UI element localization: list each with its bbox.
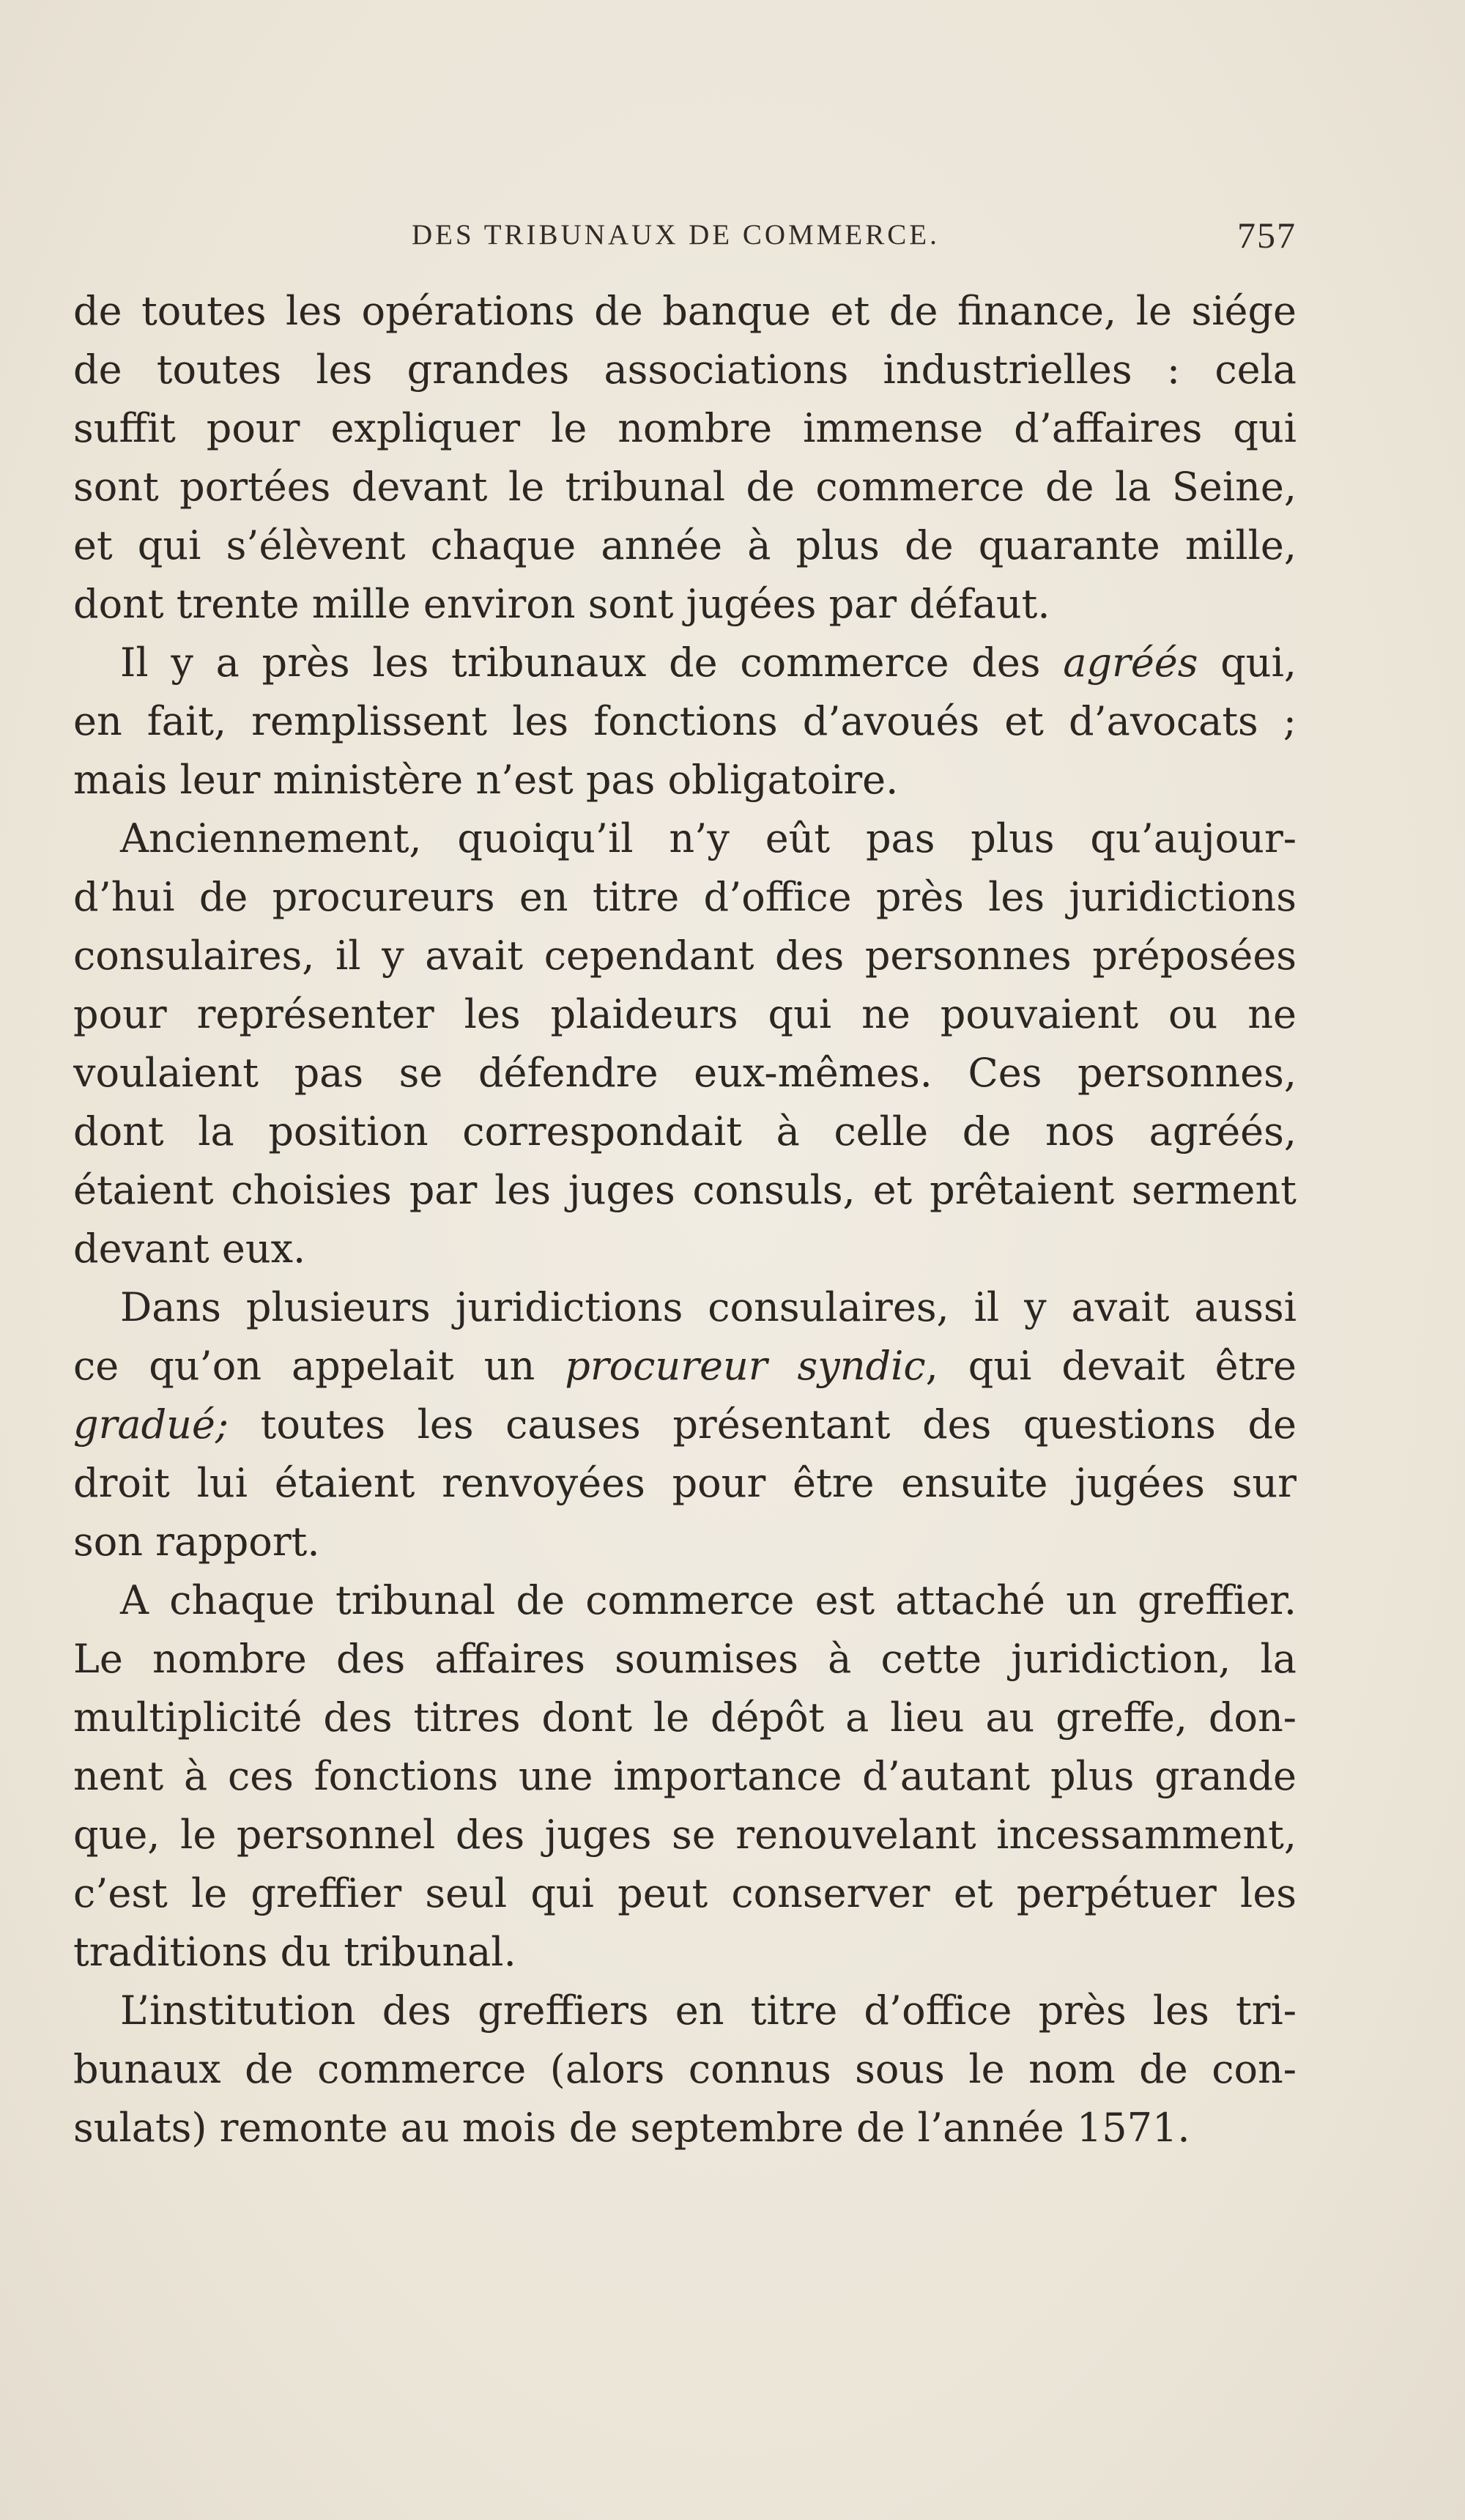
italic-term: procureur syndic — [565, 1343, 926, 1389]
text-line: en fait, remplissent les fonctions d’avoués et d’avocats ; — [73, 698, 1297, 744]
body-text — [73, 282, 1297, 2157]
text-line: Le nombre des affaires soumises à cette juridiction, la — [73, 1636, 1297, 1682]
text-line: dont trente mille environ sont jugées par défaut. — [73, 581, 1050, 627]
text-span: qui, — [1220, 640, 1297, 686]
text-line — [73, 1396, 1297, 1454]
text-line: droit lui étaient renvoyées pour être ensuite jugées sur — [73, 1460, 1297, 1506]
text-line — [73, 634, 1297, 692]
page-header — [73, 212, 1297, 264]
text-span: , qui devait être — [925, 1343, 1297, 1389]
text-span: ce qu’on appelait un — [73, 1343, 535, 1389]
text-line: bunaux de commerce (alors connus sous le nom de con- — [73, 2046, 1297, 2092]
text-line: étaient choisies par les juges consuls, et prêtaient serment — [73, 1167, 1297, 1213]
text-line: dont la position correspondait à celle de nos agréés, — [73, 1108, 1297, 1155]
text-line: A chaque tribunal de commerce est attaché un greffier. — [120, 1577, 1297, 1623]
text-line: nent à ces fonctions une importance d’autant plus grande — [73, 1753, 1297, 1799]
text-line: de toutes les opérations de banque et de finance, le siége — [73, 288, 1297, 334]
text-line: sont portées devant le tribunal de commerce de la Seine, — [73, 464, 1297, 510]
text-line: consulaires, il y avait cependant des personnes préposées — [73, 933, 1297, 979]
italic-term: gradué; — [73, 1401, 229, 1448]
text-line: que, le personnel des juges se renouvelant incessamment, — [73, 1812, 1297, 1858]
text-line: mais leur ministère n’est pas obligatoire. — [73, 757, 899, 803]
text-line: et qui s’élèvent chaque année à plus de quarante mille, — [73, 522, 1297, 568]
text-line: pour représenter les plaideurs qui ne pouvaient ou ne — [73, 991, 1297, 1037]
text-span: toutes les causes présentant des questions de — [260, 1401, 1297, 1448]
text-line: suffit pour expliquer le nombre immense d’affaires qui — [73, 405, 1297, 451]
text-line: sulats) remonte au mois de septembre de l’année 1571. — [73, 2105, 1190, 2151]
text-line — [73, 1337, 1297, 1396]
text-line: Anciennement, quoiqu’il n’y eût pas plus qu’aujour- — [120, 815, 1297, 861]
text-line: son rapport. — [73, 1519, 320, 1565]
page-number: 757 — [1237, 215, 1297, 256]
text-line: de toutes les grandes associations industrielles : cela — [73, 346, 1297, 393]
text-line: Dans plusieurs juridictions consulaires, il y avait aussi — [120, 1284, 1297, 1330]
text-line: traditions du tribunal. — [73, 1929, 516, 1975]
italic-term: agréés — [1063, 640, 1198, 686]
text-span: Il y a près les tribunaux de commerce des — [120, 640, 1041, 686]
running-head: DES TRIBUNAUX DE COMMERCE. — [412, 219, 940, 251]
text-line: voulaient pas se défendre eux-mêmes. Ces personnes, — [73, 1050, 1297, 1096]
text-line: L’institution des greffiers en titre d’office près les tri- — [120, 1987, 1297, 2034]
text-line: multiplicité des titres dont le dépôt a lieu au greffe, don- — [73, 1694, 1297, 1741]
text-line: devant eux. — [73, 1226, 306, 1272]
text-line: c’est le greffier seul qui peut conserver et perpétuer les — [73, 1870, 1297, 1916]
text-line: d’hui de procureurs en titre d’office près les juridictions — [73, 874, 1297, 920]
